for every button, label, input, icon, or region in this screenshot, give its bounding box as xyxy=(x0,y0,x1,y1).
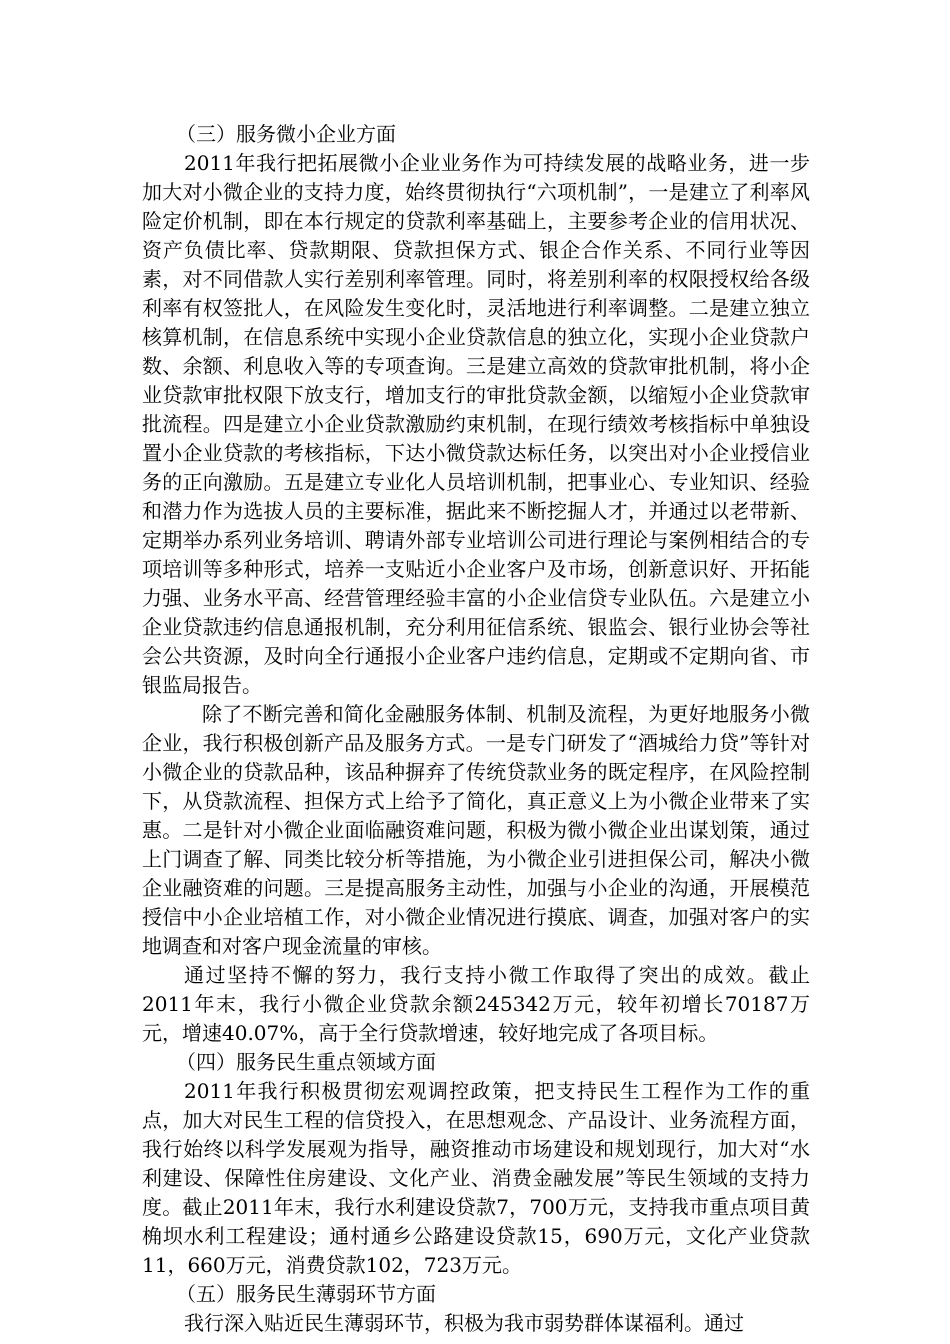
paragraph-small-enterprise-mechanisms: 2011年我行把拓展微小企业业务作为可持续发展的战略业务，进一步加大对小微企业的支持力度，始终贯彻执行“六项机制”，一是建立了利率风险定价机制，即在本行规定的贷款利率基础上，主要参考企业的信用状况、资产负债比率、贷款期限、贷款担保方式、银企合作关系、不同行业等因素，对不同借款人实行差别利率管理。同时，将差别利率的权限授权给各级利率有权签批人，在风险发生变化时，灵活地进行利率调整。二是建立独立核算机制，在信息系统中实现小企业贷款信息的独立化，实现小企业贷款户数、余额、利息收入等的专项查询。三是建立高效的贷款审批机制，将小企业贷款审批权限下放支行，增加支行的审批贷款金额，以缩短小企业贷款审批流程。四是建立小企业贷款激励约束机制，在现行绩效考核指标中单独设置小企业贷款的考核指标，下达小微贷款达标任务，以突出对小企业授信业务的正向激励。五是建立专业化人员培训机制，把事业心、专业知识、经验和潜力作为选拔人员的主要标准，据此来不断挖掘人才，并通过以老带新、定期举办系列业务培训、聘请外部专业培训公司进行理论与案例相结合的专项培训等多种形式，培养一支贴近小企业客户及市场，创新意识好、开拓能力强、业务水平高、经营管理经验丰富的小企业信贷专业队伍。六是建立小企业贷款违约信息通报机制，充分利用征信系统、银监会、银行业协会等社会公共资源，及时向全行通报小企业客户违约信息，定期或不定期向省、市银监局报告。 xyxy=(142,151,810,697)
paragraph-livelihood-key-areas: 2011年我行积极贯彻宏观调控政策，把支持民生工程作为工作的重点，加大对民生工程的信贷投入，在思想观念、产品设计、业务流程方面，我行始终以科学发展观为指导，融资推动市场建设和规划现行，加大对“水利建设、保障性住房建设、文化产业、消费金融发展”等民生领域的支持力度。截止2011年末，我行水利建设贷款7，700万元，支持我市重点项目黄桷坝水利工程建设；通村通乡公路建设贷款15，690万元，文化产业贷款11，660万元，消费贷款102，723万元。 xyxy=(142,1079,810,1277)
section-heading-4: （四）服务民生重点领域方面 xyxy=(176,1050,436,1074)
section-heading-5: （五）服务民生薄弱环节方面 xyxy=(176,1282,436,1306)
paragraph-weak-links: 我行深入贴近民生薄弱环节，积极为我市弱势群体谋福利。通过 xyxy=(184,1311,744,1335)
paragraph-results: 通过坚持不懈的努力，我行支持小微工作取得了突出的成效。截止2011年末，我行小微企业贷款余额245342万元，较年初增长70187万元，增速40.07%，高于全行贷款增速，较好地完成了各项目标。 xyxy=(142,963,810,1045)
paragraph-product-innovation: 除了不断完善和简化金融服务体制、机制及流程，为更好地服务小微企业，我行积极创新产品及服务方式。一是专门研发了“酒城给力贷”等针对小微企业的贷款品种，该品种摒弃了传统贷款业务的既定程序，在风险控制下，从贷款流程、担保方式上给予了简化，真正意义上为小微企业带来了实惠。二是针对小微企业面临融资难问题，积极为微小微企业出谋划策，通过上门调查了解、同类比较分析等措施，为小微企业引进担保公司，解决小微企业融资难的问题。三是提高服务主动性，加强与小企业的沟通，开展模范授信中小企业培植工作，对小微企业情况进行摸底、调查，加强对客户的实地调查和对客户现金流量的审核。 xyxy=(142,702,810,958)
section-heading-3: （三）服务微小企业方面 xyxy=(176,122,396,146)
document-body xyxy=(142,120,810,1338)
